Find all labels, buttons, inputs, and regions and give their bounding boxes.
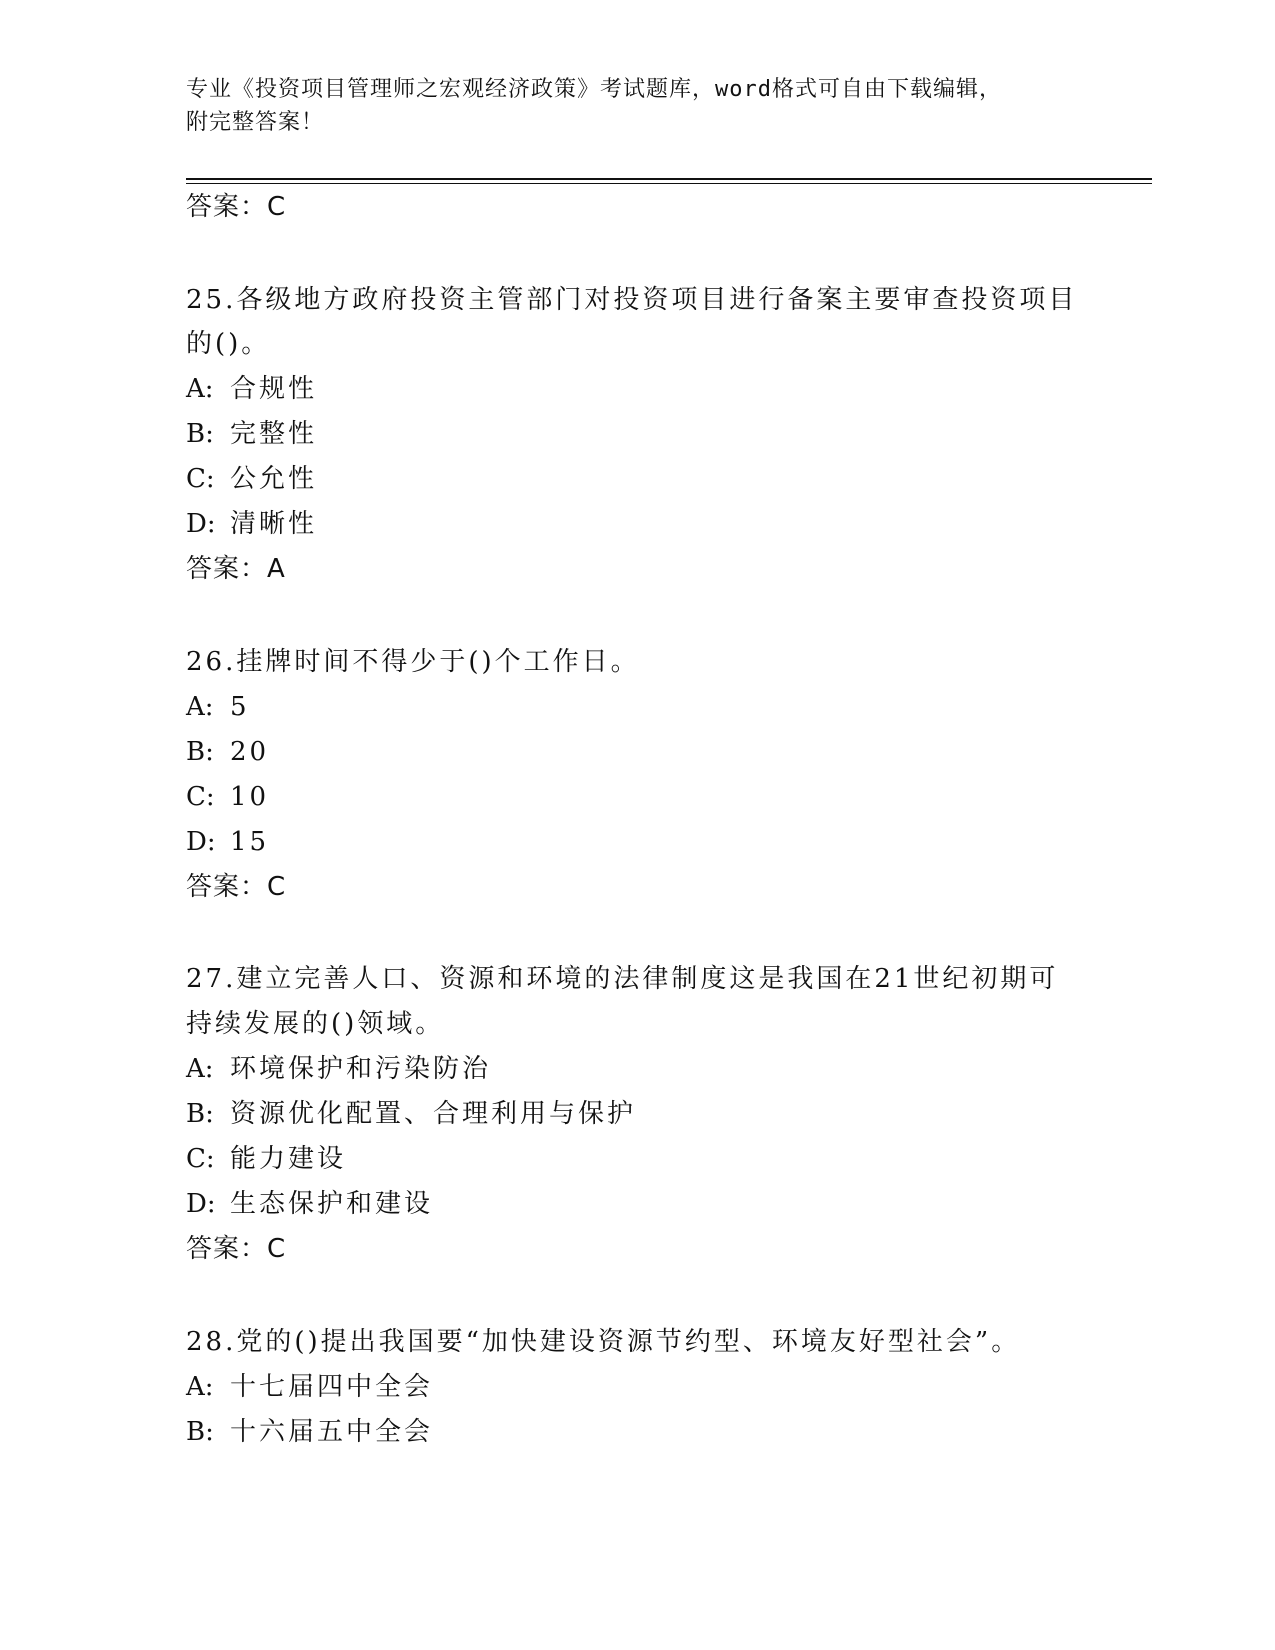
option-text: 完整性 — [230, 419, 318, 449]
option-text: 生态保护和建设 — [230, 1189, 434, 1219]
question-27-option-c — [186, 1142, 346, 1176]
question-25-text-line-2: 的()。 — [186, 329, 271, 359]
option-text: 5 — [230, 692, 250, 722]
question-27-option-a — [186, 1052, 491, 1086]
question-26-option-d — [186, 825, 269, 859]
question-26-option-b — [186, 735, 269, 769]
option-letter: B: — [186, 737, 214, 767]
document-header — [186, 73, 1066, 139]
previous-answer: 答案：C — [186, 192, 287, 222]
option-letter: D: — [186, 509, 216, 539]
question-25-option-a — [186, 372, 317, 406]
option-text: 环境保护和污染防治 — [230, 1054, 492, 1084]
question-25-text-line-1: 25.各级地方政府投资主管部门对投资项目进行备案主要审查投资项目 — [186, 285, 1078, 315]
question-27-answer: 答案：C — [186, 1234, 287, 1264]
question-26-option-a — [186, 690, 250, 724]
option-letter: A: — [186, 374, 214, 404]
option-letter: D: — [186, 827, 216, 857]
option-text: 资源优化配置、合理利用与保护 — [230, 1099, 637, 1129]
option-letter: D: — [186, 1189, 216, 1219]
question-26-option-c — [186, 780, 269, 814]
option-text: 合规性 — [230, 374, 318, 404]
question-28-text: 28.党的()提出我国要“加快建设资源节约型、环境友好型社会”。 — [186, 1327, 1021, 1357]
question-27-option-d — [186, 1187, 433, 1221]
question-26-answer: 答案：C — [186, 872, 287, 902]
question-26-text: 26.挂牌时间不得少于()个工作日。 — [186, 647, 640, 677]
option-letter: A: — [186, 692, 214, 722]
option-letter: B: — [186, 1417, 214, 1447]
option-text: 公允性 — [230, 464, 318, 494]
option-text: 能力建设 — [230, 1144, 347, 1174]
option-text: 十六届五中全会 — [230, 1417, 434, 1447]
question-28-option-b — [186, 1415, 433, 1449]
header-divider-thick — [186, 178, 1152, 180]
question-25-option-c — [186, 462, 317, 496]
option-text: 清晰性 — [230, 509, 318, 539]
question-25-answer: 答案：A — [186, 554, 286, 584]
option-text: 15 — [230, 827, 270, 857]
option-letter: C: — [186, 464, 215, 494]
option-letter: B: — [186, 1099, 214, 1129]
option-text: 20 — [230, 737, 270, 767]
header-divider-thin — [186, 183, 1152, 184]
header-line-1: 专业《投资项目管理师之宏观经济政策》考试题库，word格式可自由下载编辑， — [186, 77, 1002, 102]
question-25-option-d — [186, 507, 317, 541]
option-letter: A: — [186, 1054, 214, 1084]
header-line-2: 附完整答案！ — [186, 110, 325, 135]
question-27-text-line-2: 持续发展的()领域。 — [186, 1009, 445, 1039]
question-27-text-line-1: 27.建立完善人口、资源和环境的法律制度这是我国在21世纪初期可 — [186, 964, 1059, 994]
option-letter: B: — [186, 419, 214, 449]
question-25-option-b — [186, 417, 317, 451]
option-letter: C: — [186, 1144, 215, 1174]
option-letter: A: — [186, 1372, 214, 1402]
option-text: 10 — [230, 782, 270, 812]
option-letter: C: — [186, 782, 215, 812]
option-text: 十七届四中全会 — [230, 1372, 434, 1402]
question-27-option-b — [186, 1097, 636, 1131]
question-28-option-a — [186, 1370, 433, 1404]
